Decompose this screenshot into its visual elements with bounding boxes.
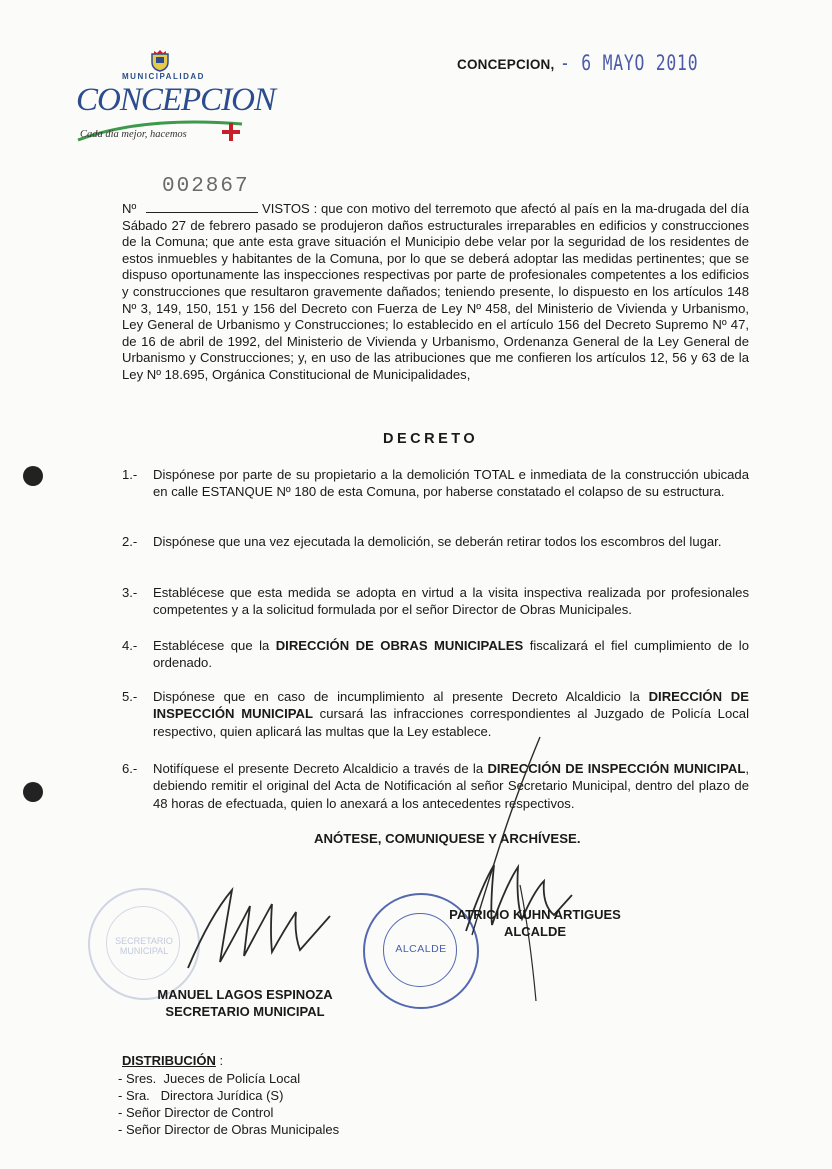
decreto-heading: DECRETO (383, 431, 479, 447)
secretario-seal-text: SECRETARIO MUNICIPAL (115, 936, 173, 956)
item-number: 6.- (122, 761, 138, 776)
secretario-title: SECRETARIO MUNICIPAL (165, 1004, 325, 1019)
decree-item-2 (122, 533, 749, 550)
closing-formula: ANÓTESE, COMUNIQUESE Y ARCHÍVESE. (314, 831, 581, 846)
date-stamp: - 6 MAYO 2010 (560, 51, 699, 75)
vistos-text: VISTOS : que con motivo del terremoto que afectó al país en la ma-drugada del día Sábado 27 de febrero pasado se produjeron daños estructurales irreparables en edificios y construcciones de la Comuna; que ante esta grave situación el Municipio debe velar por la seguridad de los residentes de estos inmuebles y habitantes de la Comuna, por lo que se deberá adoptar las medidas pertinentes; que se dispuso oportunamente las inspecciones respectivas por parte de profesionales competentes a los edificios y construcciones que resultaron gravemente dañados; teniendo presente, lo dispuesto en los artículos 148 Nº 3, 149, 150, 151 y 156 del Decreto con Fuerza de Ley Nº 458, del Ministerio de Vivienda y Urbanismo, Ley General de Urbanismo y Construcciones; lo establecido en el artículo 156 del Decreto Supremo Nº 47, de 16 de abril de 1992, del Ministerio de Vivienda y Urbanismo, Ordenanza General de la Ley General de Urbanismo y Construcciones; y, en uso de las atribuciones que me confieren los artículos 12, 56 y 63 de la Ley Nº 18.695, Orgánica Constitucional de Municipalidades, (122, 201, 749, 382)
item-text: Establécese que esta medida se adopta en virtud a la visita inspectiva realizada por profesionales competentes y a la solicitud formulada por el señor Director de Obras Municipales. (153, 585, 749, 618)
decree-item-4 (122, 637, 749, 672)
item-text-end: fiscalizará el fiel cumplimiento de lo ordenado. (153, 638, 749, 671)
alcalde-name: PATRICIO KUHN ARTIGUES (449, 907, 621, 922)
secretario-name: MANUEL LAGOS ESPINOZA (157, 987, 333, 1002)
alcalde-seal-text: ALCALDE (395, 943, 447, 955)
distribution-list (118, 1070, 339, 1138)
item-text: Dispónese que una vez ejecutada la demolición, se deberán retirar todos los escombros del lugar. (153, 534, 722, 549)
item-bold-text: DIRECCIÓN DE OBRAS MUNICIPALES (275, 638, 524, 653)
vistos-paragraph (122, 200, 749, 384)
distribution-colon: : (215, 1053, 224, 1068)
decree-item-5 (122, 688, 749, 740)
item-text-end: , debiendo remitir el original del Acta de Notificación al señor Secretario Municipal, dentro del plazo de 48 horas de efectuada, quien lo anexará a los antecedentes respectivos. (153, 761, 749, 811)
logo-city-word: CONCEPCION (76, 82, 276, 118)
item-text: Notifíquese el presente Decreto Alcaldicio a través de la (153, 761, 488, 776)
item-number: 2.- (122, 534, 138, 549)
punch-hole-top (23, 466, 43, 486)
decree-item-1 (122, 466, 749, 501)
secretario-signature (180, 876, 340, 976)
coat-of-arms-icon (150, 50, 170, 72)
item-bold-text: DIRECCIÓN DE INSPECCIÓN MUNICIPAL (153, 689, 749, 722)
document-number-stamp: 002867 (162, 175, 250, 198)
secretario-signature-block (140, 986, 350, 1020)
distribution-item: - Sra. Directora Jurídica (S) (118, 1088, 284, 1103)
document-place: CONCEPCION, (457, 57, 555, 72)
punch-hole-bottom (23, 782, 43, 802)
item-text: Dispónese por parte de su propietario a la demolición TOTAL e inmediata de la construcción ubicada en calle ESTANQUE Nº 180 de esta Comuna, por haberse constatado el colapso de su estructura. (153, 467, 749, 500)
decree-item-3 (122, 584, 749, 619)
number-label: Nº (122, 201, 137, 216)
logo-municipality-label: MUNICIPALIDAD (122, 72, 205, 81)
item-number: 4.- (122, 638, 138, 653)
alcalde-title: ALCALDE (503, 924, 567, 939)
distribution-heading: DISTRIBUCIÓN (122, 1053, 216, 1068)
distribution-item: - Señor Director de Control (118, 1105, 274, 1120)
item-text: Establécese que la (153, 638, 276, 653)
alcalde-signature (420, 735, 580, 1005)
item-number: 3.- (122, 585, 138, 600)
item-number: 1.- (122, 467, 138, 482)
logo-slogan: Cada dia mejor, hacemos (80, 129, 187, 140)
number-line (146, 200, 258, 213)
municipality-logo (72, 48, 276, 158)
distribution-heading-row (122, 1053, 223, 1068)
alcalde-signature-block (430, 906, 640, 940)
item-text-end: cursará las infracciones correspondientes al Juzgado de Policía Local respectivo, quien aplicará las multas que la Ley establece. (153, 706, 749, 739)
item-bold-text: DIRECCIÓN DE INSPECCIÓN MUNICIPAL (487, 761, 746, 776)
distribution-item: - Señor Director de Obras Municipales (118, 1122, 340, 1137)
item-text: Dispónese que en caso de incumplimiento al presente Decreto Alcaldicio la (153, 689, 649, 704)
item-number: 5.- (122, 689, 138, 704)
distribution-item: - Sres. Jueces de Policía Local (118, 1071, 301, 1086)
